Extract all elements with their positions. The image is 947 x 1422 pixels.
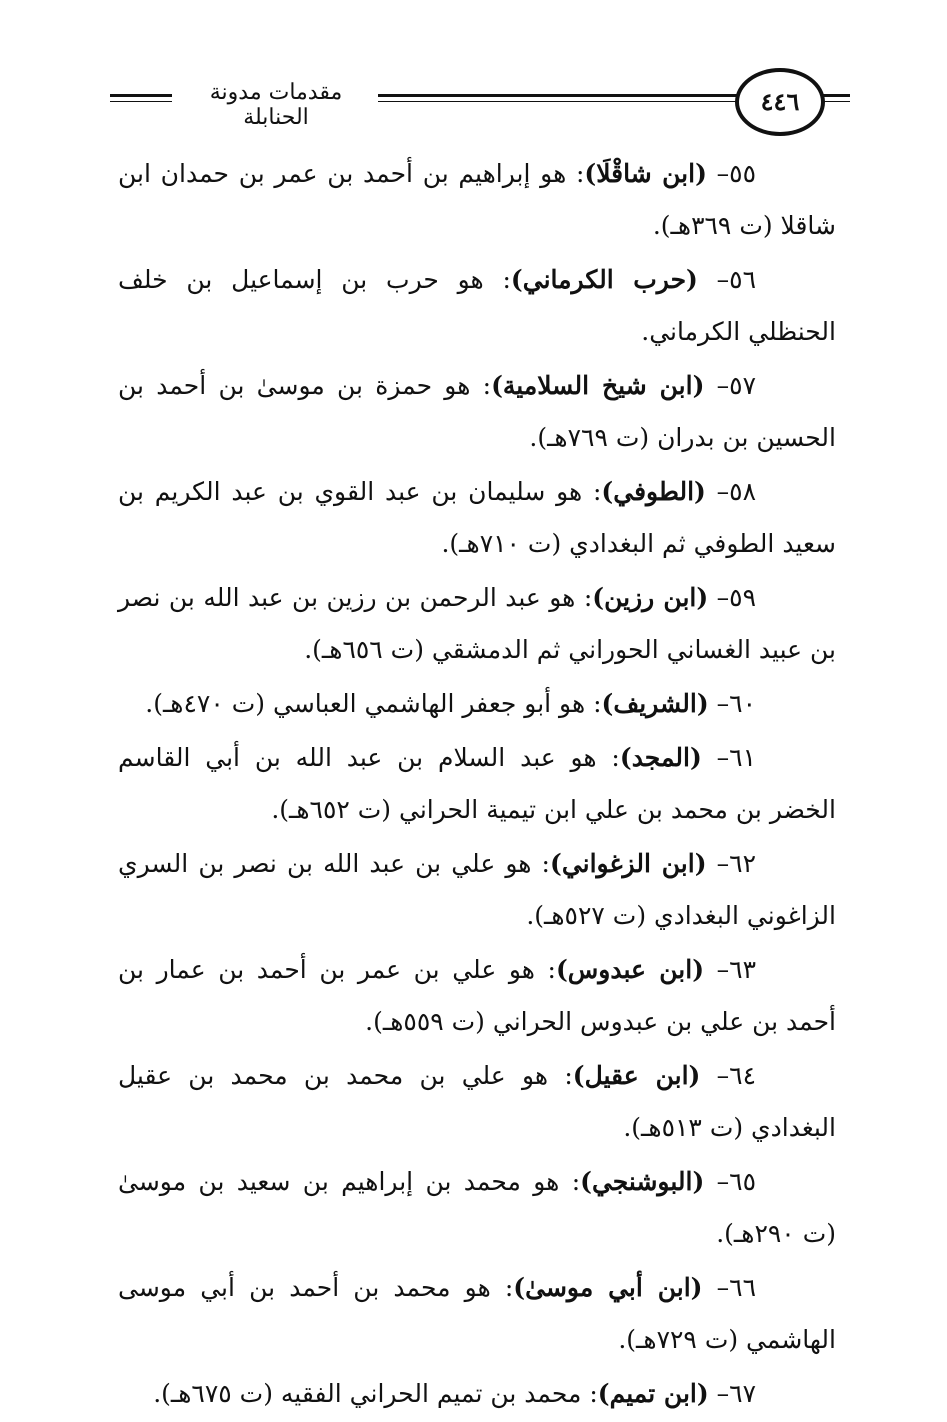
- entry-56: [118, 254, 836, 358]
- entry-55: [118, 148, 836, 252]
- entry-text: : هو عبد السلام بن عبد الله بن أبي القاسم الخضر بن محمد بن علي ابن تيمية الحراني (ت ٦٥٢هـ).: [118, 743, 836, 824]
- entry-65: [118, 1156, 836, 1260]
- entry-text: : هو علي بن عمر بن أحمد بن عمار بن أحمد بن علي بن عبدوس الحراني (ت ٥٥٩هـ).: [118, 955, 836, 1036]
- entry-name: (الشريف): [601, 689, 709, 718]
- entry-text: : هو حمزة بن موسىٰ بن أحمد بن الحسين بن بدران (ت ٧٦٩هـ).: [118, 371, 836, 452]
- page-number: ٤٤٦: [735, 68, 825, 136]
- entry-64: [118, 1050, 836, 1154]
- entry-number: ٥٩–: [716, 583, 756, 612]
- entry-62: [118, 838, 836, 942]
- entry-60: [118, 678, 836, 730]
- entry-text: : هو إبراهيم بن أحمد بن عمر بن حمدان ابن شاقلا (ت ٣٦٩هـ).: [118, 159, 836, 240]
- entry-name: (ابن أبي موسىٰ): [513, 1273, 703, 1302]
- entry-67: [118, 1368, 836, 1420]
- entry-text: : محمد بن تميم الحراني الفقيه (ت ٦٧٥هـ).: [153, 1379, 598, 1408]
- entry-number: ٦٦–: [716, 1273, 756, 1302]
- page-header: [110, 66, 840, 136]
- entry-name: (ابن شيخ السلامية): [491, 371, 705, 400]
- entry-63: [118, 944, 836, 1048]
- entry-name: (حرب الكرماني): [510, 265, 698, 294]
- entry-number: ٦٤–: [716, 1061, 756, 1090]
- entry-number: ٦٢–: [716, 849, 756, 878]
- entry-number: ٥٥–: [716, 159, 757, 188]
- entry-number: ٦٠–: [716, 689, 756, 718]
- entry-number: ٦١–: [716, 743, 756, 772]
- entry-number: ٥٦–: [716, 265, 756, 294]
- entry-name: (البوشنجي): [580, 1167, 705, 1196]
- entry-text: : هو محمد بن أحمد بن أبي موسى الهاشمي (ت ٧٢٩هـ).: [118, 1273, 836, 1354]
- entry-text: : هو محمد بن إبراهيم بن سعيد بن موسىٰ (ت ٢٩٠هـ).: [118, 1167, 836, 1248]
- entry-number: ٥٨–: [716, 477, 756, 506]
- entry-text: : هو حرب بن إسماعيل بن خلف الحنظلي الكرماني.: [118, 265, 836, 346]
- entry-name: (ابن تميم): [597, 1379, 709, 1408]
- entry-59: [118, 572, 836, 676]
- entry-61: [118, 732, 836, 836]
- header-rule-left: [110, 94, 172, 102]
- entry-text: : هو أبو جعفر الهاشمي العباسي (ت ٤٧٠هـ).: [145, 689, 602, 718]
- running-title: مقدمات مدونة الحنابلة: [209, 80, 343, 130]
- entry-text: : هو علي بن عبد الله بن نصر بن السري الزاغوني البغدادي (ت ٥٢٧هـ).: [118, 849, 836, 930]
- entry-58: [118, 466, 836, 570]
- entry-name: (ابن عقيل): [572, 1061, 701, 1090]
- entry-text: : هو سليمان بن عبد القوي بن عبد الكريم بن سعيد الطوفي ثم البغدادي (ت ٧١٠هـ).: [118, 477, 836, 558]
- entry-text: : هو عبد الرحمن بن رزين بن عبد الله بن نصر بن عبيد الغساني الحوراني ثم الدمشقي (ت ٦٥٦هـ).: [118, 583, 836, 664]
- entry-name: (ابن الزغواني): [549, 849, 707, 878]
- entry-name: (ابن عبدوس): [555, 955, 705, 984]
- entry-number: ٦٣–: [716, 955, 756, 984]
- entry-57: [118, 360, 836, 464]
- entry-name: (ابن رزين): [592, 583, 709, 612]
- entry-number: ٥٧–: [716, 371, 757, 400]
- entry-text: : هو علي بن محمد بن محمد بن عقيل البغدادي (ت ٥١٣هـ).: [118, 1061, 836, 1142]
- entries-list: [118, 148, 836, 1422]
- entry-number: ٦٥–: [716, 1167, 756, 1196]
- entry-number: ٦٧–: [716, 1379, 756, 1408]
- entry-name: (ابن شاقْلَا): [584, 159, 707, 188]
- entry-66: [118, 1262, 836, 1366]
- entry-name: (الطوفي): [601, 477, 706, 506]
- entry-name: (المجد): [619, 743, 702, 772]
